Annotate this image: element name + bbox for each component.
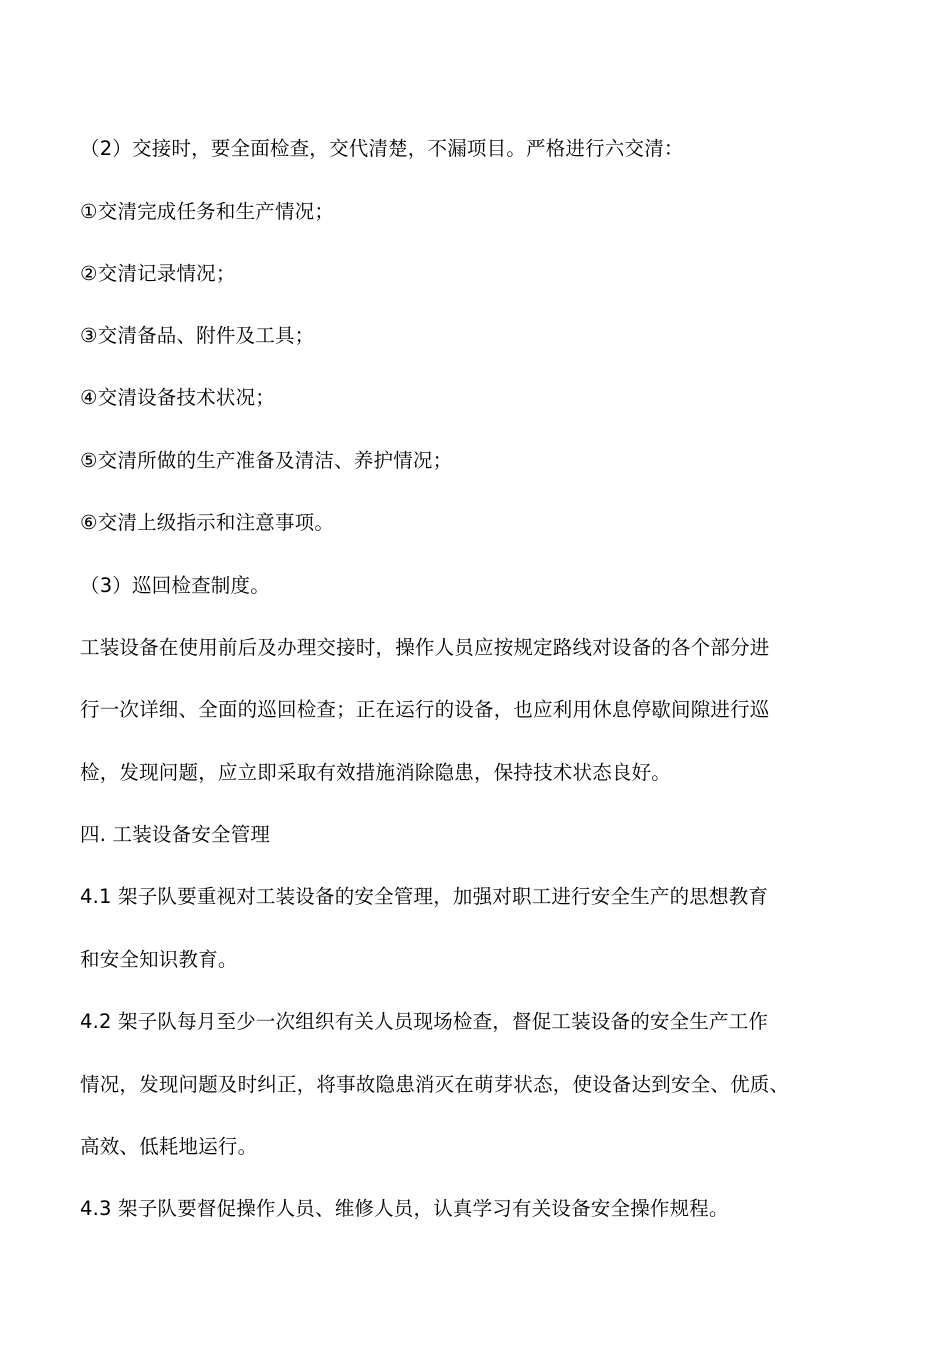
section-inspection-title: （3）巡回检查制度。 [80, 574, 270, 597]
clause-4-3: 4.3 架子队要督促操作人员、维修人员，认真学习有关设备安全操作规程。 [80, 1197, 729, 1220]
section-heading: 四. 工装设备安全管理 [80, 823, 271, 846]
clause-4-2: 4.2 架子队每月至少一次组织有关人员现场检查，督促工装设备的安全生产工作 [80, 1010, 769, 1033]
clause-4-2-cont: 高效、低耗地运行。 [80, 1135, 258, 1158]
list-item-4: ④交清设备技术状况； [80, 386, 275, 409]
paragraph-line: 行一次详细、全面的巡回检查；正在运行的设备，也应利用休息停歇间隙进行巡 [80, 698, 770, 721]
paragraph-handover-check: （2）交接时，要全面检查，交代清楚，不漏项目。严格进行六交清： [80, 137, 684, 160]
list-item-1: ①交清完成任务和生产情况； [80, 200, 335, 223]
list-item-5: ⑤交清所做的生产准备及清洁、养护情况； [80, 449, 453, 472]
paragraph-line: 工装设备在使用前后及办理交接时，操作人员应按规定路线对设备的各个部分进 [80, 636, 770, 659]
clause-4-2-cont: 情况，发现问题及时纠正，将事故隐患消灭在萌芽状态，使设备达到安全、优质、 [80, 1073, 790, 1096]
paragraph-line: 检，发现问题，应立即采取有效措施消除隐患，保持技术状态良好。 [80, 761, 672, 784]
clause-4-1: 4.1 架子队要重视对工装设备的安全管理，加强对职工进行安全生产的思想教育 [80, 885, 769, 908]
list-item-2: ②交清记录情况； [80, 262, 236, 285]
list-item-6: ⑥交清上级指示和注意事项。 [80, 511, 335, 534]
clause-4-1-cont: 和安全知识教育。 [80, 948, 238, 971]
list-item-3: ③交清备品、附件及工具； [80, 324, 315, 347]
